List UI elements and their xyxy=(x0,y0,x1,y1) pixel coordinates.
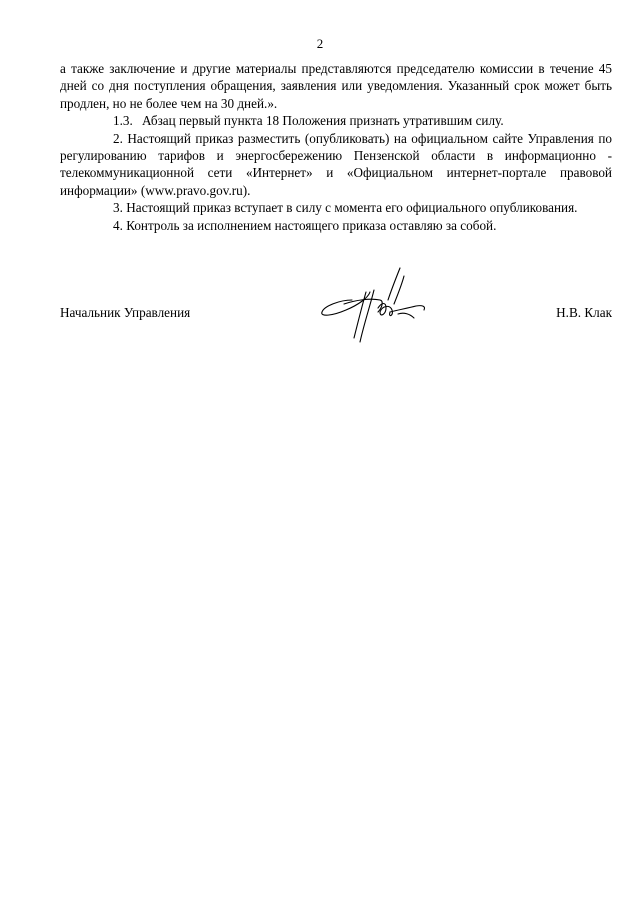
page-number: 2 xyxy=(316,36,324,51)
item-4-paragraph: 4. Контроль за исполнением настоящего приказа оставляю за собой. xyxy=(113,217,497,233)
item-1-3-text: Абзац первый пункта 18 Положения признать утратившим силу. xyxy=(142,113,504,129)
item-1-3-paragraph xyxy=(60,112,612,129)
item-1-3-number: 1.3. xyxy=(113,113,133,129)
signer-name: Н.В. Клак xyxy=(556,305,612,320)
signer-title: Начальник Управления xyxy=(60,305,191,320)
document-body xyxy=(60,60,612,234)
item-3-paragraph: 3. Настоящий приказ вступает в силу с момента его официального опубликования. xyxy=(113,200,578,216)
item-2-paragraph: 2. Настоящий приказ разместить (опубликовать) на официальном сайте Управления по регулированию тарифов и энергосбережению Пензенской области в информационно - телекоммуникационной сети «Интернет» и «Официальном интернет-портале правовой информации» (www.pravo.gov.ru). xyxy=(60,130,612,198)
continuation-paragraph: а также заключение и другие материалы представляются председателю комиссии в течение 45 дней со дня поступления обращения, заявления или уведомления. Указанный срок может быть продлен, но не более чем на 30 дней.». xyxy=(60,61,612,111)
handwritten-signature xyxy=(318,262,428,344)
